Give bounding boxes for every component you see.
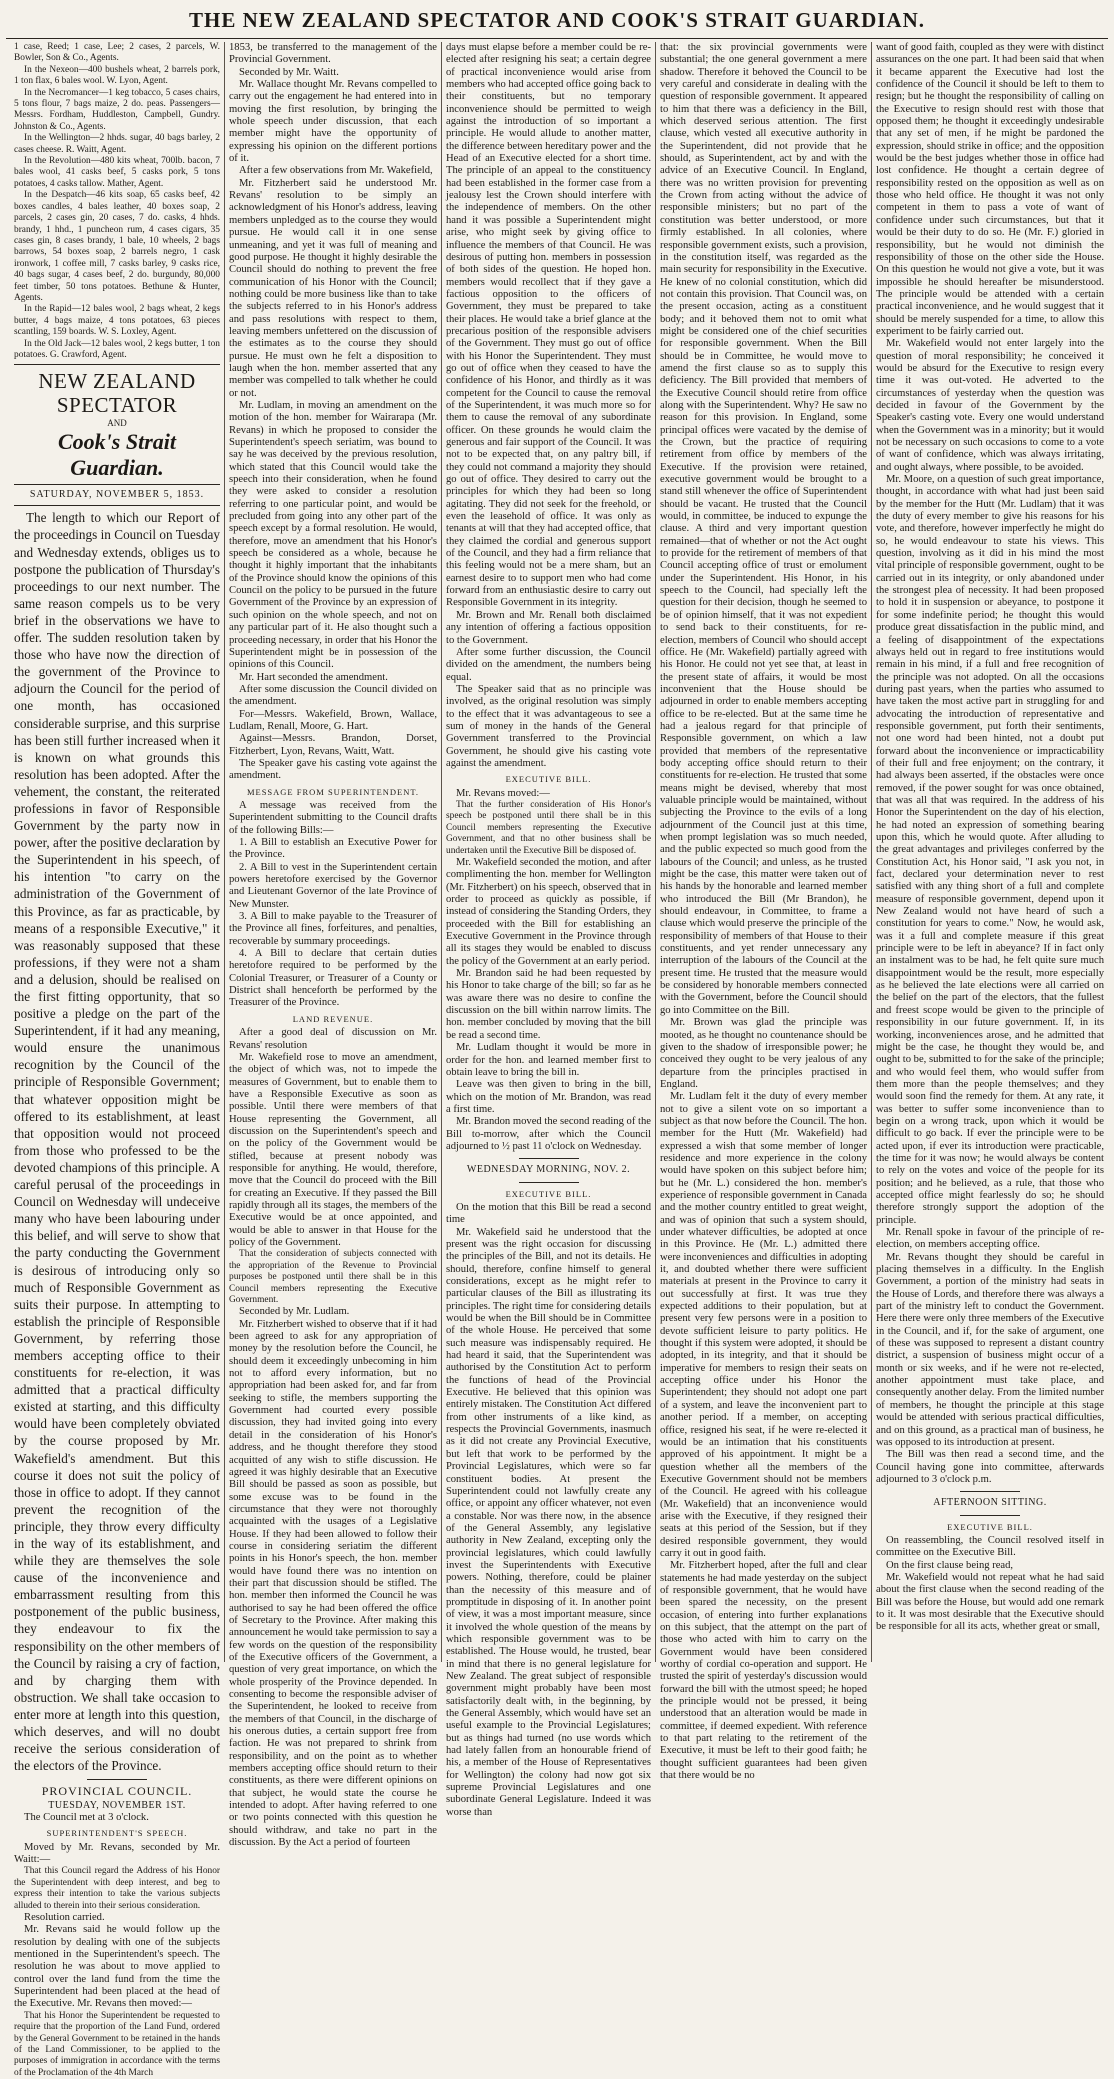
resolution-text: That his Honor the Superintendent be requested to require that the proportion of the Land Fund, ordered by the General Government to be retained in the hands of the Land Commissioner, to be applied to the purposes of immigration in accordance with the terms of the Proclamation of the 4th March: [14, 2010, 220, 2078]
sub-heading: EXECUTIVE BILL.: [947, 1521, 1033, 1532]
paragraph: After some further discussion, the Council divided on the amendment, the numbers being equal.: [446, 646, 651, 683]
paragraph: Mr. Revans moved:—: [456, 787, 550, 799]
paragraph: Mr. Brandon moved the second reading of the Bill to-morrow, after which the Council adjourned to ½ past 11 o'clock on Wednesday.: [446, 1116, 651, 1152]
paragraph: After a few observations from Mr. Wakefield,: [239, 165, 433, 177]
paragraph: Mr. Renall spoke in favour of the principle of re-election, on members accepting office.: [876, 1227, 1104, 1251]
column-divider: [441, 42, 442, 1662]
masthead-title: NEW ZEALAND SPECTATOR: [38, 369, 196, 418]
date-line: WEDNESDAY MORNING, NOV. 2.: [466, 1164, 631, 1176]
column-divider: [871, 42, 872, 1662]
sub-heading: EXECUTIVE BILL.: [505, 774, 592, 785]
masthead: [14, 369, 220, 506]
paragraph: Moved by Mr. Revans, seconded by Mr. Waitt:—: [14, 1841, 220, 1866]
paragraph: Mr. Fitzherbert said he understood Mr. Revans' resolution to be simply an acknowledgment of his Honor's address, leaving members unpledged as to the course they would pursue. He would call it in one sense unmeaning, and yet it was full of meaning and good purpose. He thought it highly desirable the Council should do nothing to prevent the free communication of his Honor with the Council; nothing could be more business like than to take the subjects referred to in his Honor's address and pass resolutions with respect to them, leaving members unfettered on the discussion of the estimates as to the course they should pursue. He must own he felt a disposition to laugh when the hon. member asserted that any member was compelled to talk whether he could or not.: [229, 177, 437, 399]
paragraph: Mr. Ludlam, in moving an amendment on the motion of the hon. member for Wairarapa (Mr. Revans) in which he proposed to consider the Superintendent's speech seriatim, was bound to say he was deceived by the previous resolution, which stated that this Council would take the speech into their consideration, when he found they were asked to consider a resolution referring to one particular point, and would be precluded from going into any other part of the speech except by a formal resolution. He would, therefore, move an amendment that his Honor's speech be considered as a whole, because he thought it highly important that the inhabitants of the Province should know the opinions of this Council on the policy to be pursued in the future Government of the Province by an expression of such opinion on the whole speech, and not on any particular part of it. He also thought such a proceeding necessary, in order that his Honor the Superintendent might be in possession of the opinions of this Council.: [229, 399, 437, 671]
column-divider: [224, 42, 225, 1662]
paragraph: Mr. Fitzherbert wished to observe that if it had been agreed to ask for any appropriation of money by the resolution before the Council, he should deem it exceedingly unbecoming in him not to afford every information, but no appropriation had been asked for, and far from seeking to stifle, the members supporting the Government had courted every possible discussion, they had invited going into every detail in the consideration of his Honor's address, and he thought therefore they stood acquitted of any wish to stifle discussion. He agreed it was highly desirable that an Executive Bill should be passed as soon as possible, but some excuse was to be found in the circumstance that they were not thoroughly acquainted with the usages of a Legislative House. If they had been allowed to follow their course in considering seriatim the different points in his Honor's speech, the hon. member would have found there was no intention on their part that discussion should be stifled. The hon. member then informed the Council he was authorised to say he had been offered the office of Secretary to the Province. After making this announcement he would take permission to say a few words on the question of the responsibility of the Executive officers of the Government, a question of very great importance, on which the whole prosperity of the Province depended. In consenting to become the responsible adviser of the Superintendent, he looked to receive from the members of that Council, in the discharge of his onerous duties, a certain support free from faction. He was not prepared to shrink from responsibility, and on the point as to whether members accepting office should return to their constituents, as there were different opinions on that subject, he would state the course he intended to adopt. After having referred to one or two points connected with this question he should withdraw, and take no part in the discussion. By the Act a period of fourteen: [229, 1318, 437, 1849]
leader-paragraph: The length to which our Report of the proceedings in Council on Tuesday and Wednesday extends, obliges us to postpone the publication of Thursday's proceedings to our next number. The same reason compels us to be very brief in the observations we have to offer. The sudden resolution taken by those who have now the direction of the government of the Province to adjourn the Council for the period of one month, has occasioned considerable surprise, and this surprise has been still further increased when it is known on what grounds this resolution has been adopted. After the vehement, the constant, the reiterated professions in favor of Responsible Government by the party now in power, after the positive declaration by the Superintendent in his speech, of his intention "to carry on the administration of the Government of this Province, as far as practicable, by means of a responsible Executive," it was reasonably supposed that these professions, if they were not a sham and a delusion, should be realised on the first fitting opportunity, that so positive a pledge on the part of the Superintendent, if it had any meaning, would ensure the unanimous recognition by the Council of the principle of Responsible Government; that whatever opposition might be offered to its establishment, at least that opposition would not proceed from those who professed to be the devoted champions of this principle. A careful perusal of the proceedings in Council on Wednesday will undeceive many who have been labouring under this belief, and will serve to show that the party conducting the Government is desirous of introducing only so much of Responsible Government as suits their purpose. In attempting to establish the principle of Responsible Government, by referring those members accepting office to their constituents for re-election, it was admitted that a practical difficulty existed at starting, and this difficulty would have been completely obviated by the course proposed by Mr. Wakefield's amendment. But this course it does not suit the policy of those in office to adopt. If they cannot prevent the recognition of the principle, they throw every difficulty in the way of its establishment, and while they are themselves the sole cause of the inconvenience and embarrassment resulting from this postponement of the public business, they endeavour to fix the responsibility on the other members of the Council by raising a cry of faction, and by charging them with obstruction. We shall take occasion to enter more at length into this question, which deserves, and will no doubt receive the serious consideration of the electors of the Province.: [14, 510, 220, 1774]
paragraph: On the motion that this Bill be read a second time: [446, 1201, 651, 1226]
paragraph: Mr. Revans said he would follow up the resolution by dealing with one of the subjects mentioned in the Superintendent's speech. The resolution he was about to move applied to control over the land fund from the time the Superintendent had been placed at the head of the Executive. Mr. Revans then moved:—: [14, 1924, 220, 2010]
paragraph: want of good faith, coupled as they were with distinct assurances on the one part. It had been said that when it became apparent the Executive had lost the confidence of the Council it should be left to them to resign; but he thought the responsibility of calling on the Executive to resign should rest with those that opposed them; he thought it exceedingly undesirable that any set of men, if he might be pardoned the expression, should strike in office; and the opposition would be the best judges whether those in office had lost confidence. He thought a certain degree of responsibility rested on the opposition as well as on those who held office. He thought it was not only competent in them to pass a vote of want of confidence under such circumstances, but that it would be their duty to do so. He (Mr. F.) gloried in responsibility, but he would not diminish the responsibility of those on the other side the House. On this question he would not give a vote, but it was impossible he should hereafter be misunderstood. The principle would be attended with a certain practical inconvenience, and he would suggest that it should be merely suspended for a time, to allow this experiment to be fairly carried out.: [876, 42, 1104, 337]
shipping-entry: In the Rapid—12 bales wool, 2 bags wheat, 2 kegs butter, 4 bags maize, 4 tons potatoes, 63 pieces scantling, 159 boards. W. S. Loxley, Agent.: [14, 304, 220, 338]
shipping-entry: In the Nexeon—400 bushels wheat, 2 barrels pork, 1 ton flax, 6 bales wool. W. Lyon, Agent.: [14, 64, 220, 87]
paragraph: After some discussion the Council divided on the amendment.: [229, 683, 437, 708]
bill-item: 2. A Bill to vest in the Superintendent certain powers heretofore exercised by the Governor and Lieutenant Governor of the late Province of New Munster.: [229, 861, 437, 910]
paragraph: Seconded by Mr. Waitt.: [239, 66, 339, 78]
running-head: THE NEW ZEALAND SPECTATOR AND COOK'S STRAIT GUARDIAN.: [188, 8, 926, 32]
paragraph: Mr. Wakefield said he understood that the present was the right occasion for discussing the principles of the Bill, and not its details. He should, therefore, confine himself to general considerations, except as he might refer to particular clauses of the Bill as illustrating its principles. The right time for considering details would be when the Bill should be in Committee of the whole House. He perceived that some such measure was indispensably required. He had heard it said, that the Superintendent was authorised by the Constitution Act to perform the functions of head of the Provincial Executive. He believed that this opinion was entirely mistaken. The Constitution Act differed from other instruments of a like kind, as respects the Provincial Governments, inasmuch as it did not create any Provincial Executive, but left that work to be performed by the Provincial Legislatures, which were so far constituent bodies. At present the Superintendent could not lawfully create any office, or appoint any officer whatever, not even a constable. Nor was there now, in the absence of the General Assembly, any legislative authority in New Zealand, excepting only the provincial legislatures, which could lawfully invest the Superintendents with Executive powers. Nothing, therefore, could be plainer than the necessity of this measure and of promptitude in disposing of it. In another point of view, it was a most important measure, since it involved the whole question of the means by which responsible government was to be established. The House would, he trusted, bear in mind that there is no general legislature for New Zealand. The great subject of responsible government might probably have been most satisfactorily dealt with, in the beginning, by the General Assembly, which would have set an useful example to the Provincial Legislatures; but as things had turned (no use words which had lately fallen from an honourable friend of his, a member of the House of Representatives for Wellington) the colony had now got six supreme Provincial Legislatures and one subordinate General Legislature. Indeed it was worse than: [446, 1226, 651, 1818]
section-heading: PROVINCIAL COUNCIL.: [41, 1784, 193, 1799]
paragraph: 1853, be transferred to the management of the Provincial Government.: [229, 42, 437, 66]
paragraph: Mr. Wallace thought Mr. Revans compelled to carry out the engagement he had entered into in moving the first resolution, by bringing the whole speech under discussion, that each member might have the opportunity of expressing his opinion on the different portions of it.: [229, 79, 437, 165]
resolution-text: That this Council regard the Address of his Honor the Superintendent with deep interest, and beg to express their intention to take the various subjects alluded to therein into their serious consideration.: [14, 1866, 220, 1911]
shipping-entry: In the Old Jack—12 bales wool, 2 kegs butter, 1 ton potatoes. G. Crawford, Agent.: [14, 338, 220, 360]
paragraph: Mr. Brown was glad the principle was mooted, as he thought no countenance should be given to the shadow of irresponsible power; he conceived they ought to be very jealous of any departure from the principles practised in England.: [660, 1017, 867, 1090]
bill-item: 4. A Bill to declare that certain duties heretofore required to be performed by the Colonial Treasurer, or Treasurer of a County or District shall henceforth be performed by the Treasurer of the Province.: [229, 948, 437, 1009]
column-divider: [655, 42, 656, 1662]
paragraph: Mr. Revans thought they should be careful in placing themselves in a difficulty. In the English Government, a portion of the ministry had seats in the House of Lords, and therefore there was always a part of the ministry left to conduct the Government. Here there were only three members of the Executive in the Council, and if, for the sake of argument, one of these was supposed to represent a distant country district, a suspension of business might occur of a month or six weeks, and if he were not re-elected, another appointment must take place, and consequently another delay. From the limited number of members, he thought the principle at this stage would be attended with serious practical difficulties, and on this ground, as a practical man of business, he was opposed to its introduction at present.: [876, 1251, 1104, 1448]
rule: [14, 484, 220, 485]
bill-item: 3. A Bill to make payable to the Treasurer of the Province all fines, forfeitures, and penalties, recoverable by summary proceedings.: [229, 911, 437, 947]
masthead-and: AND: [107, 418, 127, 429]
rule: [14, 505, 220, 506]
rule: [960, 1491, 1020, 1492]
masthead-subtitle: Cook's Strait Guardian.: [58, 429, 176, 481]
rule: [519, 1158, 579, 1159]
paragraph: Mr. Ludlam thought it would be more in order for the hon. and learned member first to obtain leave to bring the bill in.: [446, 1042, 651, 1078]
resolution-text: That the further consideration of His Honor's speech be postponed until there shall be in this Council members representing the Executive Government, and that no other business shall be undertaken until the Executive Bill be disposed of.: [446, 799, 651, 856]
date-line: TUESDAY, NOVEMBER 1ST.: [48, 1799, 186, 1811]
paragraph: Mr. Wakefield seconded the motion, and after complimenting the hon. member for Wellington (Mr. Fitzherbert) on his speech, observed that in order to proceed as quickly as possible, if instead of considering the Standing Orders, they proceeded with the Bill for establishing an Executive Government in the Province through all its stages they would be enabled to discuss the policy of the Government at an early period.: [446, 857, 651, 967]
paragraph: days must elapse before a member could be re-elected after resigning his seat; a certain degree of practical inconvenience would arise from members who had accepted office going back to their constituents, but no temporary inconvenience should be permitted to weigh against the introduction of so important a principle. He would allude to another matter, the difference between hereditary power and the Head of an Executive elected for a short time. The principle of an appeal to the constituency had been established in the former case from a jealousy lest the Crown should interfere with the independence of members. On the other hand it was possible a Superintendent might arise, who might seek by giving office to influence the members of that Council. He was desirous of putting hon. members in possession of both sides of the question. He hoped hon. members would recollect that if they gave a factious opposition to the officers of Government, they must be prepared to take their places. He would take a brief glance at the precarious position of the responsible advisers of the Government. They must go out of office with his Honor the Superintendent. They must go out of office when they ceased to have the confidence of his Honor, and thirdly as it was competent for the Council to cause the removal of the Superintendent, it was much more so for them to cause the removal of any subordinate officer. On these grounds he would claim the generous and fair support of the Council. It was not to be expected that, on any paltry bill, if they could not command a majority they should go out of office. They desired to carry out the principles for which they had been so long agitating. They did not seek for the freehold, or even the leasehold of office. It was only as tenants at will that they had accepted office, that they claimed the cordial and generous support of the Council, and they had a firm reliance that this feeling would not be a mere sham, but an earnest desire to to support men who had come forward from an enthusiastic desire to carry out Responsible Government in its integrity.: [446, 42, 651, 609]
paragraph: The Bill was then read a second time, and the Council having gone into committee, afterwards adjourned to 3 o'clock p.m.: [876, 1449, 1104, 1485]
paragraph: Mr. Wakefield would not repeat what he had said about the first clause when the second reading of the Bill was before the House, but would add one remark to it. It was most desirable that the Executive should be responsible for all its acts, whether great or small,: [876, 1571, 1104, 1633]
shipping-entry: 1 case, Reed; 1 case, Lee; 2 cases, 2 parcels, W. Bowler, Son & Co., Agents.: [14, 42, 220, 64]
paragraph: The Speaker gave his casting vote against the amendment.: [229, 757, 437, 782]
paragraph: For—Messrs. Wakefield, Brown, Wallace, Ludlam, Renall, Moore, G. Hart.: [229, 708, 437, 732]
column-5: [876, 42, 1104, 1662]
paragraph: On the first clause being read,: [886, 1559, 1014, 1571]
head-rule: [6, 38, 1108, 39]
resolution-text: That the consideration of subjects connected with the appropriation of the Revenue to Provincial purposes be postponed until there shall be in this Council members representing the Executive Government.: [229, 1249, 437, 1305]
paragraph: Leave was then given to bring in the bill, which on the motion of Mr. Brandon, was read a first time.: [446, 1079, 651, 1115]
shipping-entry: In the Necromancer—1 keg tobacco, 5 cases chairs, 5 tons flour, 7 bags maize, 2 do. peas. Passengers—Messrs. Fordham, Huddleston, Campbell, Gundry. Johnston & Co., Agents.: [14, 87, 220, 132]
paragraph: A message was received from the Superintendent submitting to the Council drafts of the following Bills:—: [229, 799, 437, 836]
paragraph: Mr. Hart seconded the amendment.: [239, 671, 388, 683]
rule: [960, 1515, 1020, 1516]
shipping-list: [14, 42, 220, 361]
paragraph: Mr. Fitzherbert hoped, after the full and clear statements he had made yesterday on the subject of responsible government, that he would have been spared the necessity, on the present occasion, of entering into further explanations on this subject, that the attempt on the part of those who acted with him to carry on the Government would have been considered worthy of cordial co-operation and support. He trusted the spirit of yesterday's discussion would forward the bill with the utmost speed; he hoped the principle would not be pressed, it being understood that an alteration would be made in committee, if deemed expedient. With reference to that part relating to the retirement of the Executive, it must be left to their good faith; he thought sufficient guarantees had been given that there would be no: [660, 1560, 867, 1782]
bill-item: 1. A Bill to establish an Executive Power for the Province.: [229, 837, 437, 861]
paragraph: On reassembling, the Council resolved itself in committee on the Executive Bill.: [876, 1534, 1104, 1559]
rule: [519, 1182, 579, 1183]
column-3: [446, 42, 651, 1818]
sub-heading: MESSAGE FROM SUPERINTENDENT.: [246, 786, 420, 797]
shipping-entry: In the Revolution—480 kits wheat, 700lb. bacon, 7 bales wool, 41 casks beef, 5 casks pork, 5 tons potatoes, 4 casks tallow. Mather, Agent.: [14, 156, 220, 189]
paragraph: that: the six provincial governments were substantial; the one general government a mere shadow. Therefore it behoved the Council to be very careful and considerate in dealing with the question of responsible government. It appeared to him that there was a deficiency in the Bill, which deserved serious attention. The first clause, which vested all executive authority in the Superintendent, did not provide that he should, as Superintendent, act by and with the advice of an Executive Council. In England, there was no written provision for preventing the Crown from acting without the advice of responsible ministers; but no part of the constitution was better understood, or more firmly established. In all colonies, where responsible government exists, such a provision, in the constitution itself, was regarded as the main security for responsibility in the Executive. He knew of no colonial constitution, which did not contain this provision. That Council was, on the present occasion, acting as a constituent body; and it behoved them not to omit what might be considered one of the chief securities for responsible government. When the Bill should be in Committee, he would move to amend the first clause so as to supply this deficiency. The Bill provided that members of the Executive Council should retire from office along with the Superintendent. Why? He saw no reason for this provision. In England, some principal offices were vacated by the demise of the Crown, but the practice of requiring retirement from office by members of the Executive. If the provision were retained, executive government would be brought to a stand still whenever the office of Superintendent should be vacant. He trusted that the Council would, in committee, be induced to expunge the clause. A third and very important question remained—that of whether or not the Act ought to provide for the retirement of members of that Council accepting office of trust or emolument under the Superintendent. His Honor, in his speech to the Council, had specially left the question for their decision, though he seemed to be of opinion himself, that it was not expedient to send back to their constituents, for re-election, members of Council who should accept office. He (Mr. Wakefield) partially agreed with his Honor. He could not yet see that, at least in the present state of affairs, it would be most inconvenient that the House should be adjourned in order to enable members accepting office to be re-elected. But at the same time he had a jealous regard for that principle of Responsible government, on which a law provided that members of the representative body accepting office should return to their constituents for re-election. He trusted that some means might be devised, whereby that most valuable principle would be maintained, without subjecting the Province to the evils of a long adjournment of the Council just at this time, when prompt legislation was so much needed, and the public expected so much good from the labours of the Council; and unless, as he trusted might be the case, this matter were taken out of his hands by the honorable and learned member who introduced the Bill (Mr Brandon), he should endeavour, in Committee, to frame a clause which would preserve the principle of the responsibility of members of that House to their constituents, and yet render unnecessary any interruption of the labours of the Council at the present time. He trusted that the measure would be considered by honorable members connected with the Government, before the Council should go into Committee on the Bill.: [660, 42, 867, 1016]
sub-heading: EXECUTIVE BILL.: [505, 1188, 592, 1199]
sub-heading: SUPERINTENDENT'S SPEECH.: [46, 1828, 188, 1839]
date-line: AFTERNOON SITTING.: [933, 1497, 1047, 1509]
paragraph: Against—Messrs. Brandon, Dorset, Fitzherbert, Lyon, Revans, Waitt, Watt.: [229, 733, 437, 757]
paragraph: Mr. Moore, on a question of such great importance, thought, in accordance with what had just been said by the member for the Hutt (Mr. Ludlam) that it was the duty of every member to give his reasons for his vote, and therefore, however imperfectly he might do so, he would endeavour to state his views. This question, involving as it did in his mind the most vital principle of responsible government, ought to be carried out in its integrity, or only abandoned under the strongest plea of necessity. It had been proposed to hold it in suspension or abeyance, to postpone it for some indefinite period; he thought this would produce great dissatisfaction in the public mind, and a feeling of disappointment of the expectations always held out in regard to free institutions would remain in his mind, if a full and free recognition of the principle was not adopted. On all the occasions during past years, when the parties who assumed to have taken the most active part in struggling for and advocating the introduction of representative and responsible government, put forth their sentiments, not one word had been hinted, not a doubt put forward about the inconvenience or impracticability of their full and free enjoyment; on the contrary, it had always been asserted, if the obstacles were once removed, if the power sought for was once obtained, that was all that was required. In the address of his Honor the Superintendent on the day of his election, he had noted an expression of something bearing upon this, which he would quote. After alluding to the great advantages and privileges conferred by the Constitution Act, his Honor said, "I ask you not, in fact, declared your determination never to rest satisfied with any thing short of a full and complete measure of responsible government, depend upon it New Zealand would not have heard of such a constitution for years to come." Now, he would ask, was it a full and complete measure if this great principle were to be left in abeyance? If in fact only an instalment was to be had, he felt quite sure much disappointment would be the result, more especially as he believed the late elections were all carried on the belief on the part of the electors, that the fullest and freest scope would be given to the principle of responsibility in our future government. If, in its working, inconveniences arose, and he admitted that might be the case, he thought they would be, and ought to be, submitted to for the sake of the principle; and who would feel them, who would suffer from them more than the people themselves; and they would soon find the remedy for them. At any rate, it was better to suffer some inconvenience than to begin on a wrong track, upon which it would be difficult to go back. If ever the principle were to be acted upon, if ever its introduction were practicable, the time for it was now; he would always be content to rely on the votes and voice of the people for its position; and he believed, as a rule, that those who accepted office might fearlessly do so; he should therefore strongly support the adoption of the principle.: [876, 474, 1105, 1226]
masthead-date: SATURDAY, NOVEMBER 5, 1853.: [29, 489, 205, 501]
paragraph: Mr. Wakefield rose to move an amendment, the object of which was, not to impede the measures of Government, but to enable them to have a Responsible Executive as soon as possible. Until there were members of that House representing the Government, all discussion on the Superintendent's speech and on the policy of the Government would be stifled, because at present nobody was responsible for anything. He would, therefore, move that the Council do proceed with the Bill for creating an Executive. If they passed the Bill rapidly through all its stages, the members of the Executive would be at once appointed, and would be able to answer in that House for the policy of the Government.: [229, 1051, 437, 1248]
paragraph: Mr. Wakefield would not enter largely into the question of moral responsibility; he conceived it would be absurd for the Executive to resign every time it was out-voted. He adverted to the circumstances of yesterday when the question was decided in favour of the Government by the Speaker's casting vote. Every one would understand when the Government was in a minority; but it would not be necessary on such occasions to come to a vote of want of confidence, which was always irritating, and ought always, where possible, to be avoided.: [876, 338, 1104, 473]
rule: [14, 364, 220, 365]
paragraph: Mr. Ludlam felt it the duty of every member not to give a silent vote on so important a subject as that now before the Council. The hon. member for the Hutt (Mr. Wakefield) had expressed a wish that some member of longer residence and more experience in the colony would have spoken on this subject before him; but he (Mr. L.) considered the hon. member's experience of responsible government in Canada and the mother country entitled to great weight, and was of opinion that such a system should, under whatever difficulties, be adopted at once in this Province. He (Mr. L.) admitted there were inconveniences and difficulties in adopting it, and doubted whether there were sufficient materials at present in the Province to carry it out successfully at first. It was true they expected additions to their population, but at present very few persons were in a position to devote sufficient leisure to party politics. He thought if this system were adopted, it should be adopted, in its integrity, and that it should be imperative for members to resign their seats on accepting office under his Honor the Superintendent; they should not adopt one part of a system, and leave the inconvenient part to another period. If a member, on accepting office, resigned his seat, if he were re-elected it would be an intimation that his constituents approved of his appointment. It might be a question whether all the members of the Executive Government should not be members of the Council. He agreed with his colleague (Mr. Wakefield) that an inconvenience would arise with the Executive, if they resigned their seats at this period of the Session, but if they desired responsible government, they would carry it out in good faith.: [660, 1091, 867, 1559]
shipping-entry: In the Despatch—46 kits soap, 65 casks beef, 42 boxes candles, 4 bales leather, 40 boxes soap, 2 parcels, 2 cases gin, 20 cases, 7 do. casks, 4 hhds. brandy, 1 hhd., 1 puncheon rum, 4 cases cigars, 35 cases gin, 8 cases brandy, 1 bale, 10 wheels, 2 bags barrows, 54 boxes soap, 2 barrels negro, 1 cask ironwork, 1 coffee mill, 7 casks barley, 9 casks rice, 40 bags sugar, 4 cases beef, 2 do. burgundy, 80,000 feet timber, 50 tons potatoes. Bethune & Hunter, Agents.: [14, 190, 220, 303]
column-1: [14, 42, 220, 2078]
paragraph: Mr. Brown and Mr. Renall both disclaimed any intention of offering a factious opposition to the Government.: [446, 609, 651, 646]
paragraph: After a good deal of discussion on Mr. Revans' resolution: [229, 1027, 437, 1051]
paragraph: Seconded by Mr. Ludlam.: [239, 1306, 350, 1318]
paragraph: The Speaker said that as no principle was involved, as the original resolution was simply to the effect that it was advantageous to see a sum of money in the hands of the General Government transferred to the Provincial Government, he should give his casting vote against the amendment.: [446, 683, 651, 769]
paragraph: The Council met at 3 o'clock.: [24, 1812, 149, 1823]
rule: [87, 1779, 147, 1780]
column-2: [229, 42, 437, 1849]
shipping-entry: In the Wellington—2 hhds. sugar, 40 bags barley, 2 cases cheese. R. Waitt, Agent.: [14, 133, 220, 155]
paragraph: Resolution carried.: [24, 1912, 105, 1923]
paragraph: Mr. Brandon said he had been requested by his Honor to take charge of the bill; so far as he was aware there was no desire to confine the discussion on the bill within narrow limits. The hon. member concluded by moving that the bill be read a second time.: [446, 968, 651, 1041]
column-4: [660, 42, 867, 1782]
sub-heading: LAND REVENUE.: [292, 1013, 374, 1024]
leader-article: [14, 509, 220, 1774]
